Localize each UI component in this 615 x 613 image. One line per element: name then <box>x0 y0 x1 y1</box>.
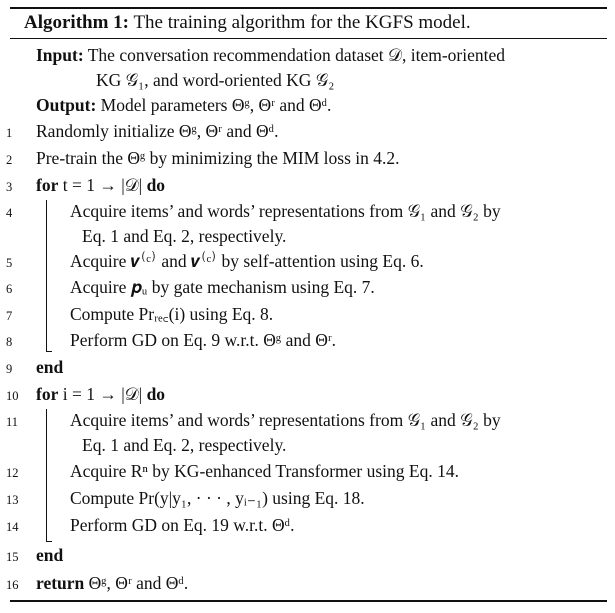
step-text: Compute Pr(y|y₁, · · · , yᵢ₋₁) using Eq. 18. <box>70 488 365 508</box>
keyword-return: return <box>36 573 85 593</box>
step-text: Acquire 𝒗⁽ᶜ⁾ and 𝒗⁽ᶜ⁾ by self-attention using Eq. 6. <box>70 251 424 271</box>
caption-rule <box>10 38 607 39</box>
line-number: 12 <box>6 466 19 480</box>
step-line <box>36 177 165 195</box>
line-number: 11 <box>6 415 19 429</box>
step-line <box>70 279 375 297</box>
input-label: Input: <box>36 45 84 65</box>
step-line <box>36 386 165 404</box>
step-text: Acquire 𝒑ᵤ by gate mechanism using Eq. 7. <box>70 277 375 297</box>
keyword-for: for <box>36 384 59 404</box>
line-number: 3 <box>6 180 13 194</box>
line-number: 15 <box>6 550 19 564</box>
step-line <box>70 203 501 221</box>
loop-body-bar-end <box>46 541 52 542</box>
loop-body-bar <box>46 409 47 542</box>
step-line <box>36 547 63 565</box>
step-line <box>36 123 278 141</box>
input-line <box>36 47 505 65</box>
step-text: Perform GD on Eq. 19 w.r.t. Θᵈ. <box>70 515 295 535</box>
step-text: i = 1 → |𝒟| <box>58 384 147 404</box>
caption-title: The training algorithm for the KGFS model. <box>133 12 471 33</box>
step-line <box>70 306 273 324</box>
output-label: Output: <box>36 95 97 115</box>
step-line <box>70 490 365 508</box>
line-number: 4 <box>6 206 13 220</box>
line-number: 6 <box>6 282 13 296</box>
step-text: Randomly initialize Θᵍ, Θʳ and Θᵈ. <box>36 121 279 141</box>
caption-label: Algorithm 1: <box>24 12 130 33</box>
step-text-cont: Eq. 1 and Eq. 2, respectively. <box>82 226 287 246</box>
algorithm-caption <box>24 12 471 34</box>
step-line <box>36 150 400 168</box>
step-line <box>70 463 459 481</box>
step-line <box>70 253 424 271</box>
keyword-for: for <box>36 175 59 195</box>
output-line <box>36 97 331 115</box>
step-line-cont <box>82 228 286 246</box>
loop-body-bar <box>46 200 47 352</box>
top-rule <box>10 7 607 9</box>
step-line <box>36 359 63 377</box>
step-text: t = 1 → |𝒟| <box>58 175 147 195</box>
loop-body-bar-end <box>46 351 52 352</box>
step-text: Pre-train the Θᵍ by minimizing the MIM loss in 4.2. <box>36 148 400 168</box>
line-number: 9 <box>6 362 13 376</box>
line-number: 8 <box>6 335 13 349</box>
step-text-cont: Eq. 1 and Eq. 2, respectively. <box>82 435 287 455</box>
input-text-2: KG 𝒢₁, and word-oriented KG 𝒢₂ <box>96 70 335 90</box>
bottom-rule <box>10 600 607 602</box>
step-text: Compute Prᵣₑ꜀(i) using Eq. 8. <box>70 304 274 324</box>
step-text: Perform GD on Eq. 9 w.r.t. Θᵍ and Θʳ. <box>70 330 337 350</box>
step-line-cont <box>82 437 286 455</box>
line-number: 5 <box>6 256 13 270</box>
output-text: Model parameters Θᵍ, Θʳ and Θᵈ. <box>100 95 332 115</box>
keyword-end: end <box>36 545 64 565</box>
line-number: 16 <box>6 578 19 592</box>
step-text: Θᵍ, Θʳ and Θᵈ. <box>84 573 189 593</box>
line-number: 2 <box>6 153 13 167</box>
step-text: Acquire items’ and words’ representations from 𝒢₁ and 𝒢₂ by <box>70 410 501 430</box>
input-line-cont <box>96 72 334 90</box>
step-text: Acquire items’ and words’ representations from 𝒢₁ and 𝒢₂ by <box>70 201 501 221</box>
step-line <box>70 517 295 535</box>
line-number: 14 <box>6 520 19 534</box>
line-number: 7 <box>6 309 13 323</box>
line-number: 13 <box>6 493 19 507</box>
line-number: 1 <box>6 126 13 140</box>
keyword-end: end <box>36 357 64 377</box>
step-line <box>70 412 501 430</box>
step-line <box>70 332 336 350</box>
keyword-do: do <box>146 384 166 404</box>
step-line <box>36 575 188 593</box>
keyword-do: do <box>146 175 166 195</box>
input-text-1: The conversation recommendation dataset 𝒟, item-oriented <box>87 45 506 65</box>
line-number: 10 <box>6 389 19 403</box>
step-text: Acquire Rⁿ by KG-enhanced Transformer using Eq. 14. <box>70 461 459 481</box>
